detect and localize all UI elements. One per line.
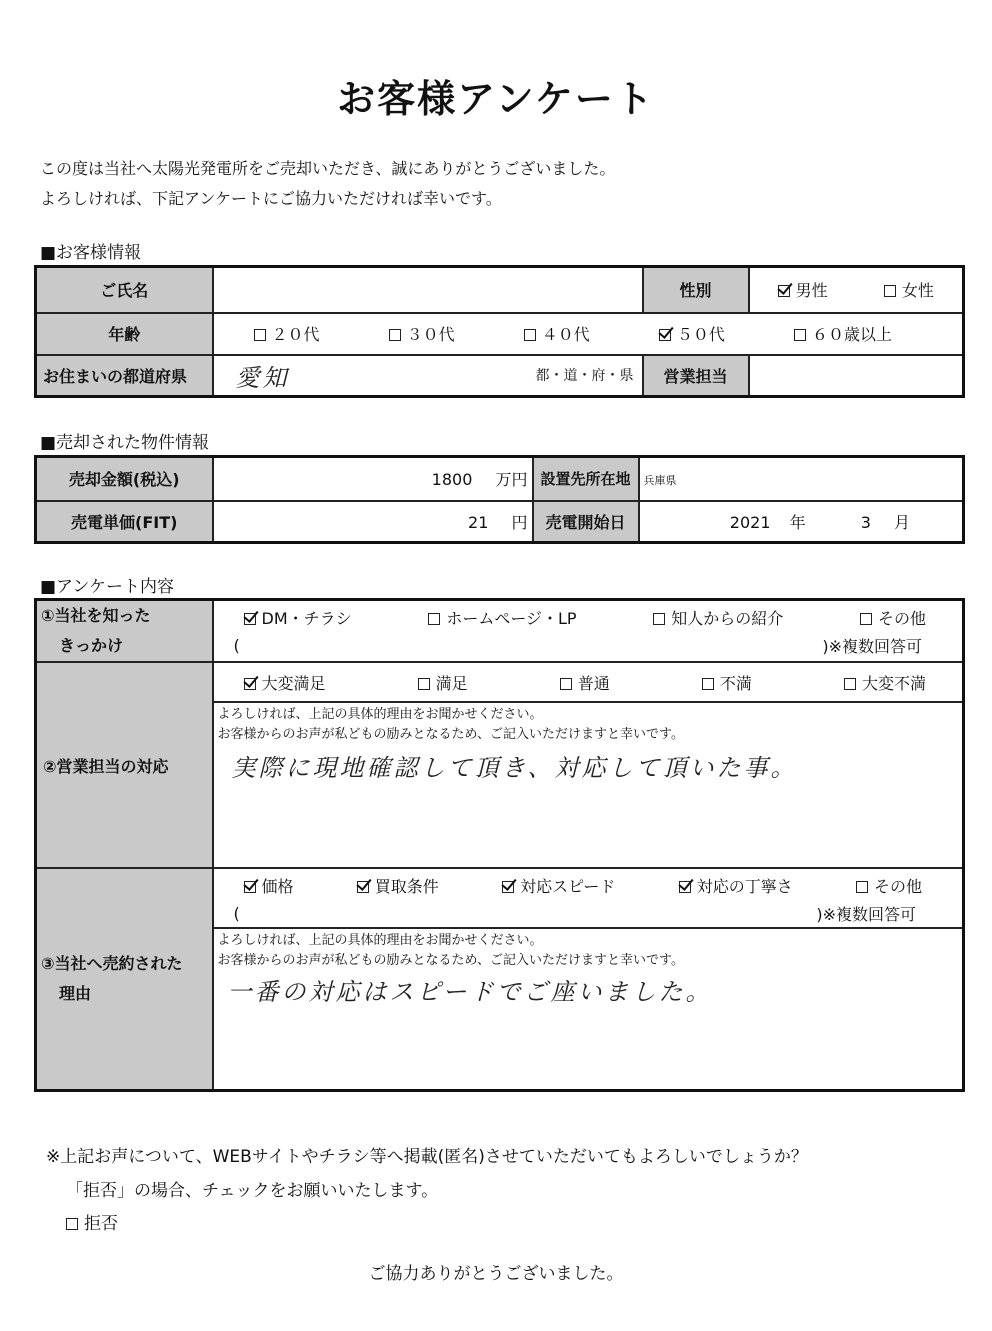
age-20s-checkbox[interactable] [254,329,266,341]
gender-female-option[interactable]: 女性 [884,278,934,301]
q1-other-option[interactable]: その他 [860,606,926,629]
customer-info-table [34,265,965,398]
refuse-option[interactable]: 拒否 [66,1209,118,1234]
price-value: 1800 [431,470,473,490]
refuse-note: 「拒否」の場合、チェックをお願いいたします。 [66,1181,439,1201]
q2-neutral-checkbox[interactable] [560,678,572,690]
q3-label: ③当社へ売約された 理由 [36,868,213,1090]
q1-other-checkbox[interactable] [860,613,872,625]
q2-satisfied-option[interactable]: 満足 [418,671,468,694]
q2-answer-text[interactable]: 実際に現地確認して頂き、対応して頂いた事。 [231,754,798,782]
location-label: 設置先所在地 [533,457,639,501]
start-month: 3 [860,512,871,532]
q2-very-satisfied-checkbox[interactable] [244,678,256,690]
start-date-field[interactable] [639,501,964,543]
q3-paren-open: ( [233,903,240,923]
age-20s-option[interactable]: ２０代 [254,322,320,345]
gender-label: 性別 [643,267,749,313]
age-40s-option[interactable]: ４０代 [524,322,590,345]
q3-courtesy-option[interactable]: 対応の丁寧さ [679,874,793,897]
q2-reason-note-2: お客様からのお声が私どもの励みとなるため、ご記入いただけますと幸いです。 [217,727,684,742]
q2-answer-cell [213,662,964,868]
price-label: 売却金額(税込) [36,457,213,501]
q2-satisfied-checkbox[interactable] [418,678,430,690]
fit-label: 売電単価(FIT) [36,501,213,543]
age-60plus-checkbox[interactable] [794,329,806,341]
page-title: お客様アンケート [337,77,655,121]
q3-terms-option[interactable]: 買取条件 [357,874,439,897]
customer-section-heading: ■お客様情報 [40,243,142,263]
thanks-text: ご協力ありがとうございました。 [368,1264,624,1284]
q3-price-checkbox[interactable] [244,881,256,893]
refuse-checkbox[interactable] [66,1218,78,1230]
survey-table [34,598,965,1092]
q3-answer-text[interactable]: 一番の対応はスピードでご座いました。 [227,978,713,1006]
q2-very-satisfied-option[interactable]: 大変満足 [244,671,326,694]
fit-unit: 円 [511,512,528,532]
q1-homepage-checkbox[interactable] [428,613,440,625]
q2-very-unsatisfied-checkbox[interactable] [844,678,856,690]
age-options [213,313,964,355]
q3-courtesy-checkbox[interactable] [679,881,691,893]
name-label: ご氏名 [36,267,213,313]
location-field[interactable] [639,457,964,501]
q3-answer-cell [213,868,964,1090]
age-40s-checkbox[interactable] [524,329,536,341]
start-date-label: 売電開始日 [533,501,639,543]
q3-speed-option[interactable]: 対応スピード [502,874,615,897]
q3-other-option[interactable]: その他 [856,874,922,897]
q3-reason-note-1: よろしければ、上記の具体的理由をお聞かせください。 [217,933,543,948]
q1-referral-option[interactable]: 知人からの紹介 [653,606,783,629]
q1-answer-cell [213,600,964,663]
q2-neutral-option[interactable]: 普通 [560,671,610,694]
intro-line-1: この度は当社へ太陽光発電所をご売却いただき、誠にありがとうございました。 [40,159,616,178]
sales-rep-field[interactable] [749,355,964,397]
prefecture-value: 愛知 [235,363,290,392]
q3-speed-checkbox[interactable] [502,881,514,893]
q2-unsatisfied-option[interactable]: 不満 [702,671,752,694]
location-value: 兵庫県 [643,474,677,488]
month-unit: 月 [893,512,910,532]
price-field[interactable] [213,457,533,501]
q2-label: ②営業担当の対応 [36,662,213,868]
sales-rep-label: 営業担当 [643,355,749,397]
q2-unsatisfied-checkbox[interactable] [702,678,714,690]
q3-multi-note: )※複数回答可 [816,904,916,924]
prefecture-label: お住まいの都道府県 [36,355,213,397]
q1-homepage-option[interactable]: ホームページ・LP [428,606,576,629]
female-checkbox[interactable] [884,285,896,297]
q3-price-option[interactable]: 価格 [244,874,294,897]
age-60plus-option[interactable]: ６０歳以上 [794,322,892,345]
q1-dm-option[interactable]: DM・チラシ [244,606,352,629]
age-label: 年齢 [36,313,213,355]
property-section-heading: ■売却された物件情報 [40,433,210,453]
age-30s-option[interactable]: ３０代 [389,322,455,345]
start-year: 2021 [729,512,771,532]
q2-reason-note-1: よろしければ、上記の具体的理由をお聞かせください。 [217,707,543,722]
q3-terms-checkbox[interactable] [357,881,369,893]
name-field[interactable] [213,267,643,313]
q1-paren-open: ( [233,635,240,655]
q1-multi-note: )※複数回答可 [822,636,922,656]
year-unit: 年 [789,512,806,532]
q3-other-checkbox[interactable] [856,881,868,893]
prefecture-suffix: 都・道・府・県 [535,368,634,385]
gender-male-option[interactable]: 男性 [778,278,828,301]
publish-question: ※上記お声について、WEBサイトやチラシ等へ掲載(匿名)させていただいてもよろしいでしょうか？ [46,1147,808,1167]
prefecture-field[interactable] [213,355,643,397]
fit-value: 21 [468,512,489,532]
age-30s-checkbox[interactable] [389,329,401,341]
fit-field[interactable] [213,501,533,543]
male-checkbox[interactable] [778,285,790,297]
property-info-table [34,455,965,544]
intro-line-2: よろしければ、下記アンケートにご協力いただければ幸いです。 [40,189,502,208]
price-unit: 万円 [495,470,528,490]
age-50s-option[interactable]: ５０代 [659,322,725,345]
q1-label: ①当社を知った きっかけ [36,600,213,663]
q2-very-unsatisfied-option[interactable]: 大変不満 [844,671,926,694]
age-50s-checkbox[interactable] [659,329,671,341]
gender-options [749,267,964,313]
q1-dm-checkbox[interactable] [244,613,256,625]
q3-reason-note-2: お客様からのお声が私どもの励みとなるため、ご記入いただけますと幸いです。 [217,953,684,968]
q1-referral-checkbox[interactable] [653,613,665,625]
survey-section-heading: ■アンケート内容 [40,577,175,597]
